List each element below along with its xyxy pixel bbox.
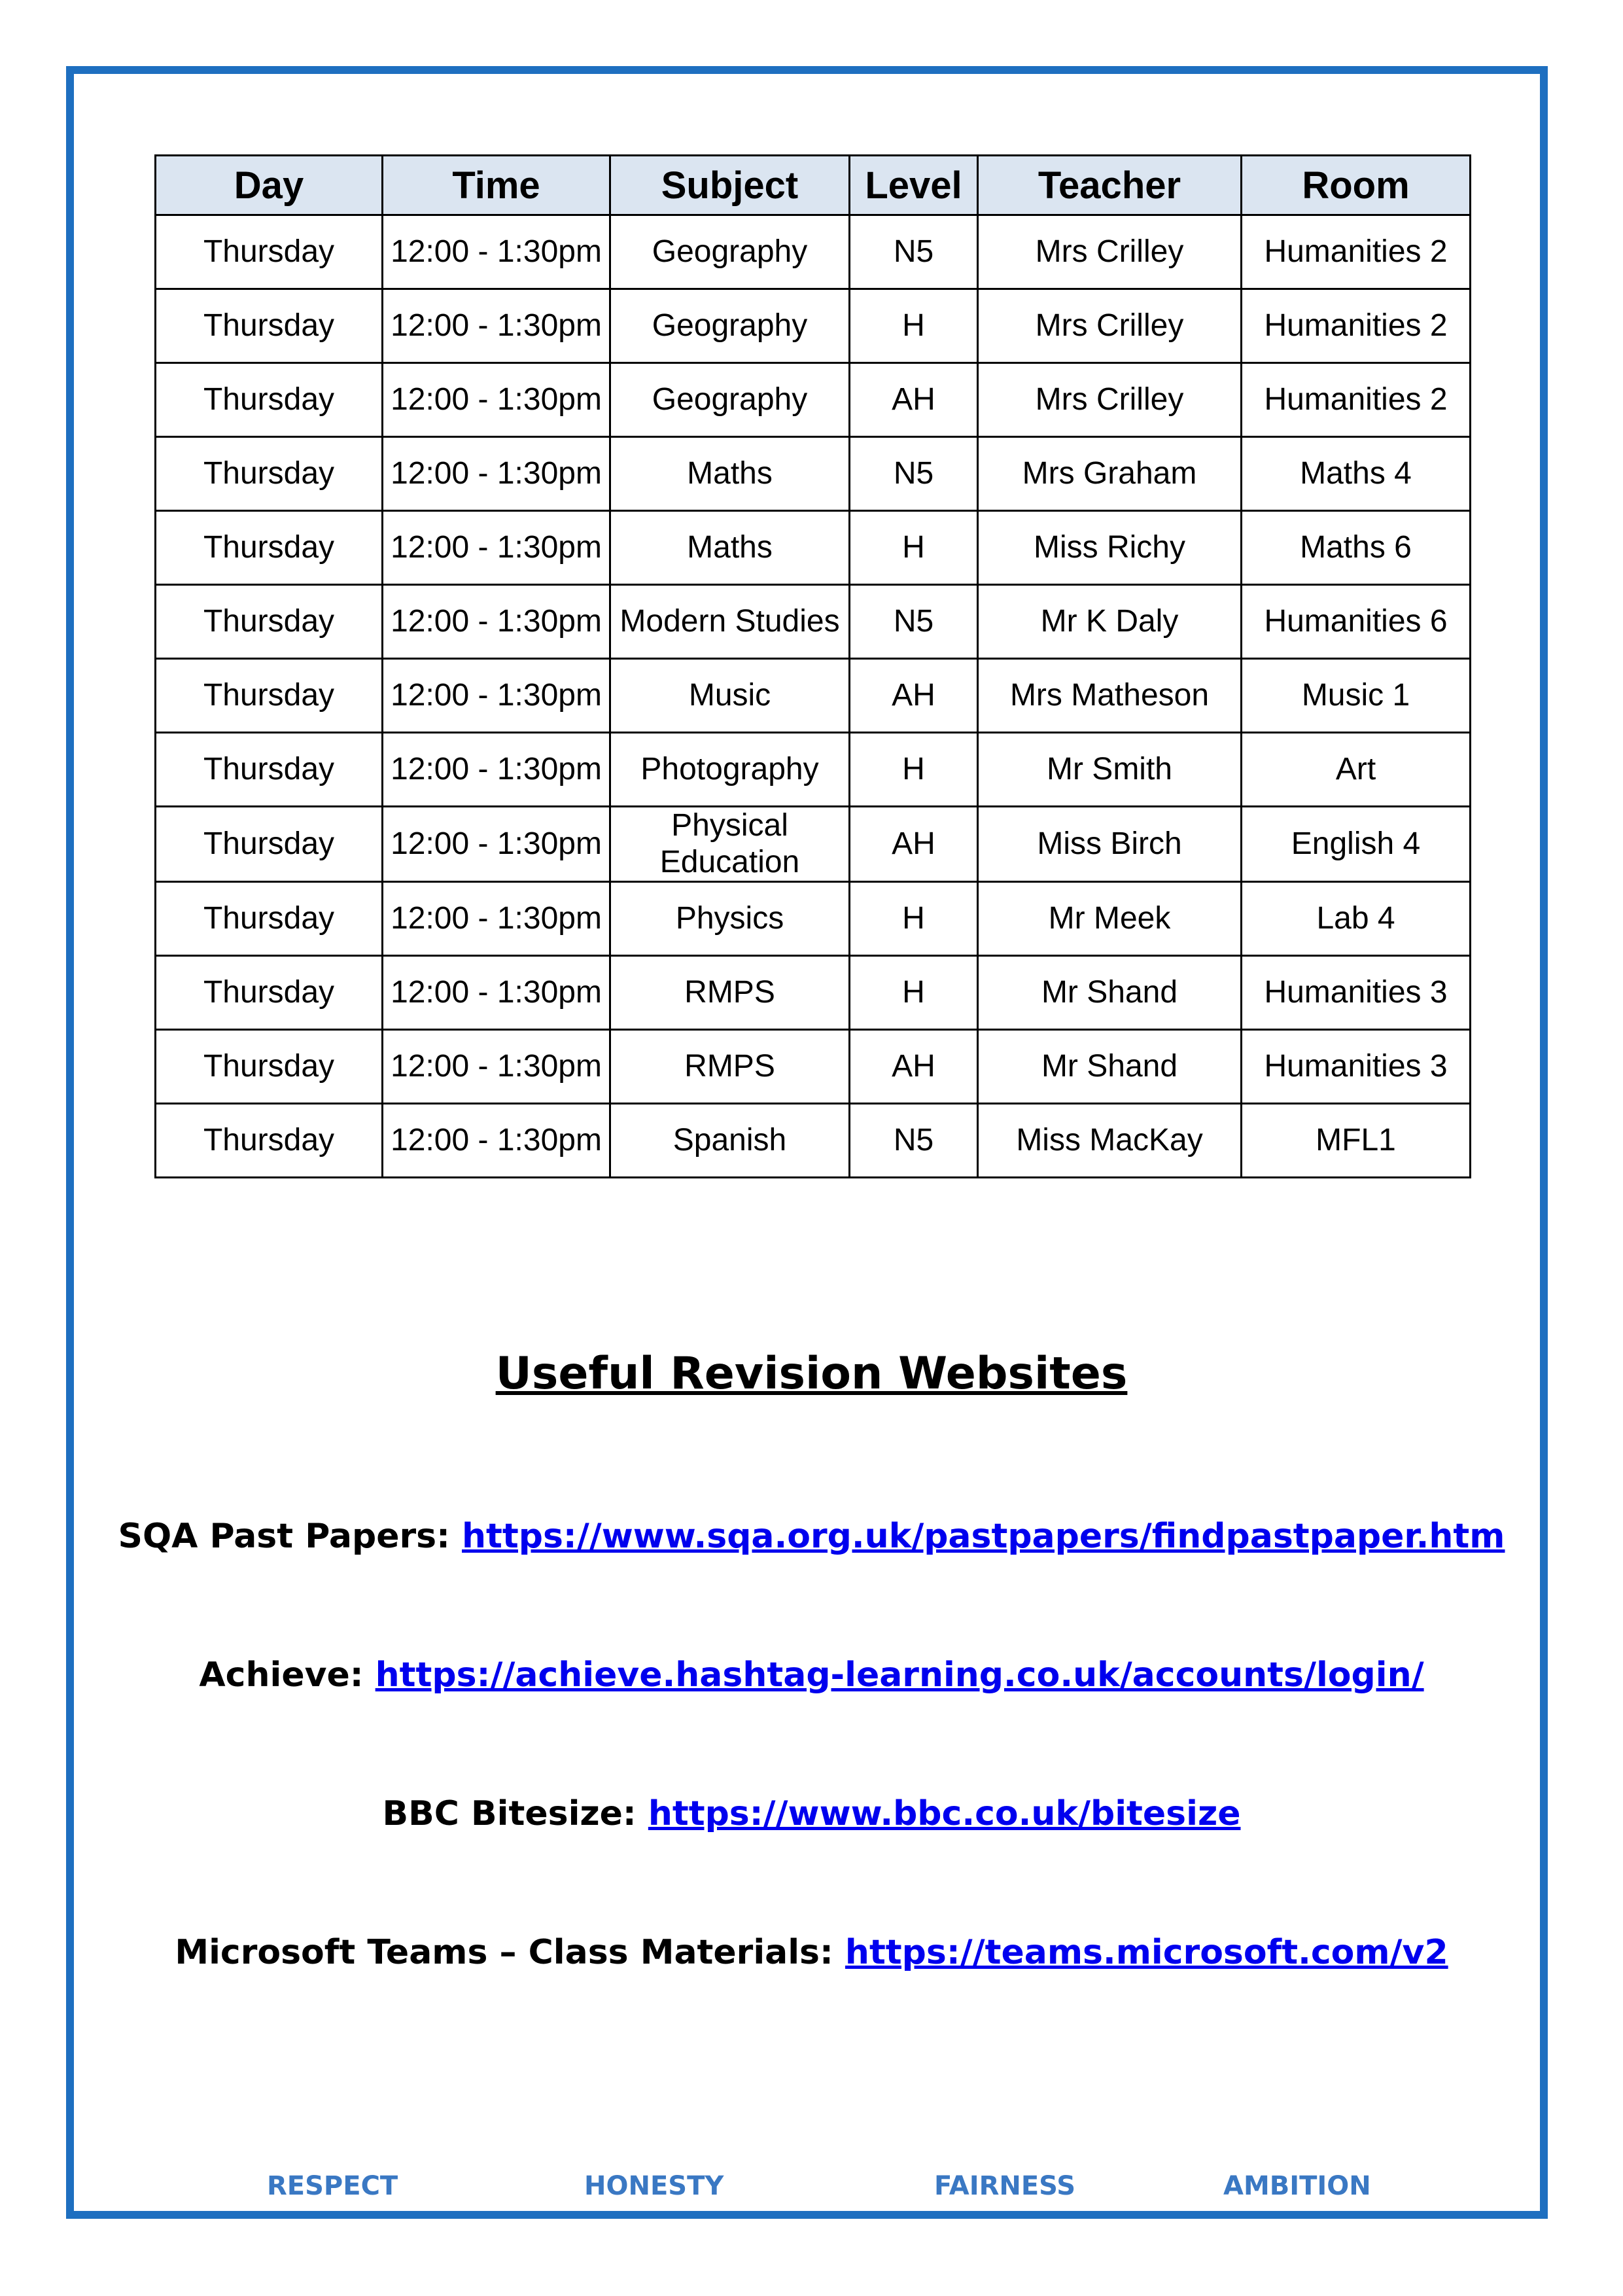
cell-time: 12:00 - 1:30pm xyxy=(383,733,610,807)
cell-teacher: Mr Smith xyxy=(978,733,1242,807)
cell-room: Humanities 3 xyxy=(1242,956,1471,1030)
cell-day: Thursday xyxy=(156,733,383,807)
cell-time: 12:00 - 1:30pm xyxy=(383,659,610,733)
cell-day: Thursday xyxy=(156,215,383,289)
cell-teacher: Miss Birch xyxy=(978,807,1242,882)
table-row xyxy=(156,585,1471,659)
cell-teacher: Mrs Graham xyxy=(978,437,1242,511)
cell-teacher: Mr K Daly xyxy=(978,585,1242,659)
sqa-past-papers-link[interactable]: https://www.sqa.org.uk/pastpapers/findpastpaper.htm xyxy=(462,1517,1505,1556)
cell-level: H xyxy=(850,511,978,585)
cell-level: H xyxy=(850,289,978,363)
link-row-teams xyxy=(0,1933,1623,1972)
table-row xyxy=(156,437,1471,511)
cell-room: Art xyxy=(1242,733,1471,807)
cell-teacher: Mr Meek xyxy=(978,882,1242,956)
cell-room: Lab 4 xyxy=(1242,882,1471,956)
table-header-row xyxy=(156,156,1471,215)
cell-subject: RMPS xyxy=(610,1030,850,1104)
header-level: Level xyxy=(850,156,978,215)
header-teacher: Teacher xyxy=(978,156,1242,215)
header-day: Day xyxy=(156,156,383,215)
cell-teacher: Mr Shand xyxy=(978,956,1242,1030)
cell-level: N5 xyxy=(850,585,978,659)
cell-room: Humanities 2 xyxy=(1242,363,1471,437)
link-row-bbc xyxy=(0,1794,1623,1833)
cell-teacher: Mrs Crilley xyxy=(978,215,1242,289)
table-row xyxy=(156,807,1471,882)
cell-time: 12:00 - 1:30pm xyxy=(383,807,610,882)
cell-time: 12:00 - 1:30pm xyxy=(383,1030,610,1104)
value-honesty: HONESTY xyxy=(584,2171,724,2201)
revision-timetable xyxy=(154,154,1471,1178)
table-row xyxy=(156,215,1471,289)
cell-time: 12:00 - 1:30pm xyxy=(383,437,610,511)
value-fairness: FAIRNESS xyxy=(934,2171,1075,2201)
cell-level: N5 xyxy=(850,1104,978,1178)
cell-time: 12:00 - 1:30pm xyxy=(383,1104,610,1178)
cell-subject: Geography xyxy=(610,363,850,437)
cell-day: Thursday xyxy=(156,882,383,956)
cell-subject: Physics xyxy=(610,882,850,956)
link-label: BBC Bitesize: xyxy=(382,1794,637,1833)
cell-level: N5 xyxy=(850,215,978,289)
cell-level: AH xyxy=(850,1030,978,1104)
cell-teacher: Mr Shand xyxy=(978,1030,1242,1104)
value-ambition: AMBITION xyxy=(1223,2171,1371,2201)
cell-subject: Spanish xyxy=(610,1104,850,1178)
header-time: Time xyxy=(383,156,610,215)
achieve-link[interactable]: https://achieve.hashtag-learning.co.uk/accounts/login/ xyxy=(375,1655,1424,1695)
cell-time: 12:00 - 1:30pm xyxy=(383,363,610,437)
cell-day: Thursday xyxy=(156,289,383,363)
cell-level: AH xyxy=(850,659,978,733)
cell-time: 12:00 - 1:30pm xyxy=(383,215,610,289)
value-respect: RESPECT xyxy=(267,2171,398,2201)
cell-time: 12:00 - 1:30pm xyxy=(383,882,610,956)
cell-room: MFL1 xyxy=(1242,1104,1471,1178)
table-row xyxy=(156,1030,1471,1104)
cell-level: H xyxy=(850,882,978,956)
table-row xyxy=(156,956,1471,1030)
cell-subject: Geography xyxy=(610,289,850,363)
cell-room: Humanities 2 xyxy=(1242,289,1471,363)
cell-subject: Maths xyxy=(610,437,850,511)
link-row-achieve xyxy=(0,1655,1623,1695)
table-row xyxy=(156,1104,1471,1178)
cell-level: H xyxy=(850,733,978,807)
link-label: Microsoft Teams – Class Materials: xyxy=(175,1933,833,1972)
link-label: Achieve: xyxy=(199,1655,364,1695)
cell-teacher: Mrs Crilley xyxy=(978,289,1242,363)
cell-teacher: Miss MacKay xyxy=(978,1104,1242,1178)
cell-day: Thursday xyxy=(156,437,383,511)
table-row xyxy=(156,511,1471,585)
cell-level: N5 xyxy=(850,437,978,511)
cell-day: Thursday xyxy=(156,585,383,659)
school-values-footer xyxy=(0,2171,1623,2210)
cell-level: H xyxy=(850,956,978,1030)
header-subject: Subject xyxy=(610,156,850,215)
cell-level: AH xyxy=(850,807,978,882)
cell-subject: Maths xyxy=(610,511,850,585)
cell-room: Humanities 3 xyxy=(1242,1030,1471,1104)
microsoft-teams-link[interactable]: https://teams.microsoft.com/v2 xyxy=(845,1933,1448,1972)
cell-subject: Music xyxy=(610,659,850,733)
cell-time: 12:00 - 1:30pm xyxy=(383,289,610,363)
cell-room: Humanities 2 xyxy=(1242,215,1471,289)
table-row xyxy=(156,363,1471,437)
cell-day: Thursday xyxy=(156,807,383,882)
cell-day: Thursday xyxy=(156,1104,383,1178)
cell-teacher: Mrs Crilley xyxy=(978,363,1242,437)
cell-room: Maths 6 xyxy=(1242,511,1471,585)
cell-teacher: Mrs Matheson xyxy=(978,659,1242,733)
table-row xyxy=(156,289,1471,363)
cell-day: Thursday xyxy=(156,1030,383,1104)
cell-room: Humanities 6 xyxy=(1242,585,1471,659)
cell-subject: RMPS xyxy=(610,956,850,1030)
table-row xyxy=(156,882,1471,956)
revision-websites-heading: Useful Revision Websites xyxy=(495,1348,1128,1400)
cell-day: Thursday xyxy=(156,659,383,733)
cell-subject: Physical Education xyxy=(610,807,850,882)
table-row xyxy=(156,733,1471,807)
cell-room: Maths 4 xyxy=(1242,437,1471,511)
cell-room: English 4 xyxy=(1242,807,1471,882)
header-room: Room xyxy=(1242,156,1471,215)
link-row-sqa xyxy=(0,1517,1623,1556)
cell-level: AH xyxy=(850,363,978,437)
cell-day: Thursday xyxy=(156,511,383,585)
cell-subject: Modern Studies xyxy=(610,585,850,659)
cell-time: 12:00 - 1:30pm xyxy=(383,585,610,659)
bbc-bitesize-link[interactable]: https://www.bbc.co.uk/bitesize xyxy=(648,1794,1241,1833)
cell-day: Thursday xyxy=(156,956,383,1030)
cell-subject: Geography xyxy=(610,215,850,289)
cell-day: Thursday xyxy=(156,363,383,437)
link-label: SQA Past Papers: xyxy=(118,1517,450,1556)
cell-time: 12:00 - 1:30pm xyxy=(383,956,610,1030)
cell-room: Music 1 xyxy=(1242,659,1471,733)
cell-time: 12:00 - 1:30pm xyxy=(383,511,610,585)
table-row xyxy=(156,659,1471,733)
cell-subject: Photography xyxy=(610,733,850,807)
cell-teacher: Miss Richy xyxy=(978,511,1242,585)
